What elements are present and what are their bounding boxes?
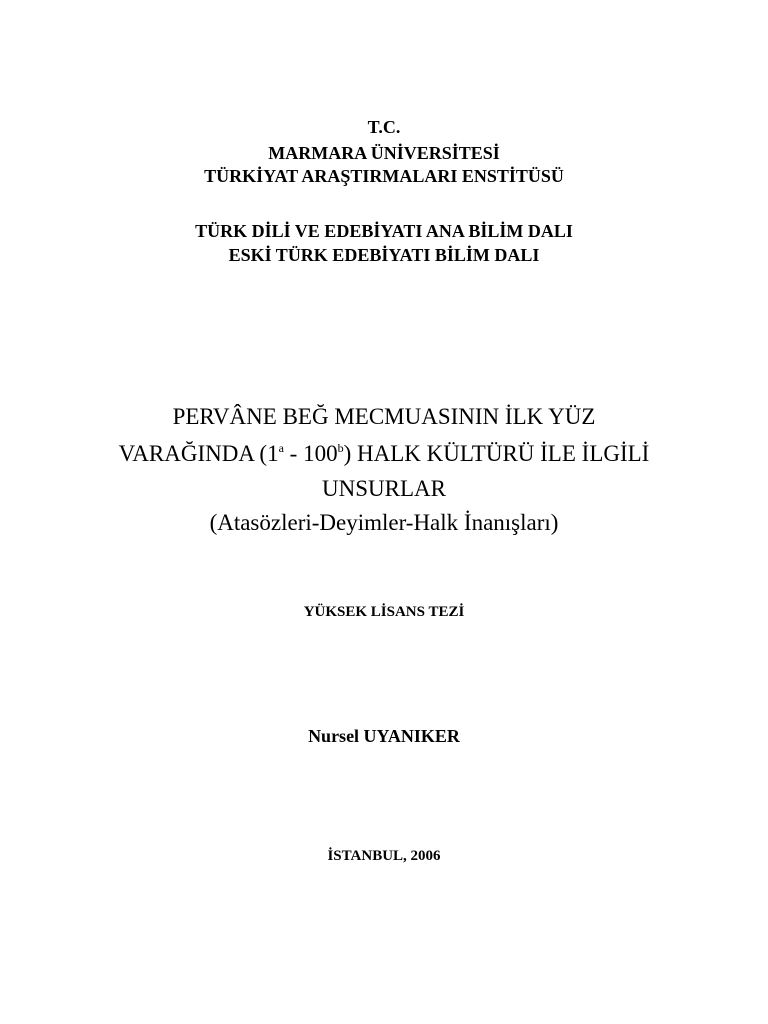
institution-line-institute: TÜRKİYAT ARAŞTIRMALARI ENSTİTÜSÜ	[204, 166, 564, 186]
thesis-title-line-2	[0, 442, 768, 465]
thesis-title-line-2-part-c: ) HALK KÜLTÜRÜ İLE İLGİLİ	[343, 441, 650, 466]
folio-superscript-a: a	[278, 441, 284, 455]
thesis-title-line-2-part-a: VARAĞINDA (1	[118, 441, 279, 466]
institution-line-university: MARMARA ÜNİVERSİTESİ	[268, 143, 500, 163]
department-line-main: TÜRK DİLİ VE EDEBİYATI ANA BİLİM DALI	[195, 221, 573, 241]
thesis-title-line-1: PERVÂNE BEĞ MECMUASININ İLK YÜZ	[172, 404, 596, 429]
thesis-subtitle: (Atasözleri-Deyimler-Halk İnanışları)	[209, 510, 559, 535]
institution-line-tc: T.C.	[367, 117, 401, 137]
thesis-title-line-3: UNSURLAR	[322, 476, 446, 501]
thesis-type: YÜKSEK LİSANS TEZİ	[303, 604, 465, 620]
department-line-sub: ESKİ TÜRK EDEBİYATI BİLİM DALI	[228, 245, 540, 265]
folio-superscript-b: b	[337, 441, 344, 455]
author-name: Nursel UYANIKER	[308, 726, 460, 746]
place-and-date: İSTANBUL, 2006	[327, 848, 441, 864]
thesis-title-line-2-part-b: - 100	[283, 441, 338, 466]
